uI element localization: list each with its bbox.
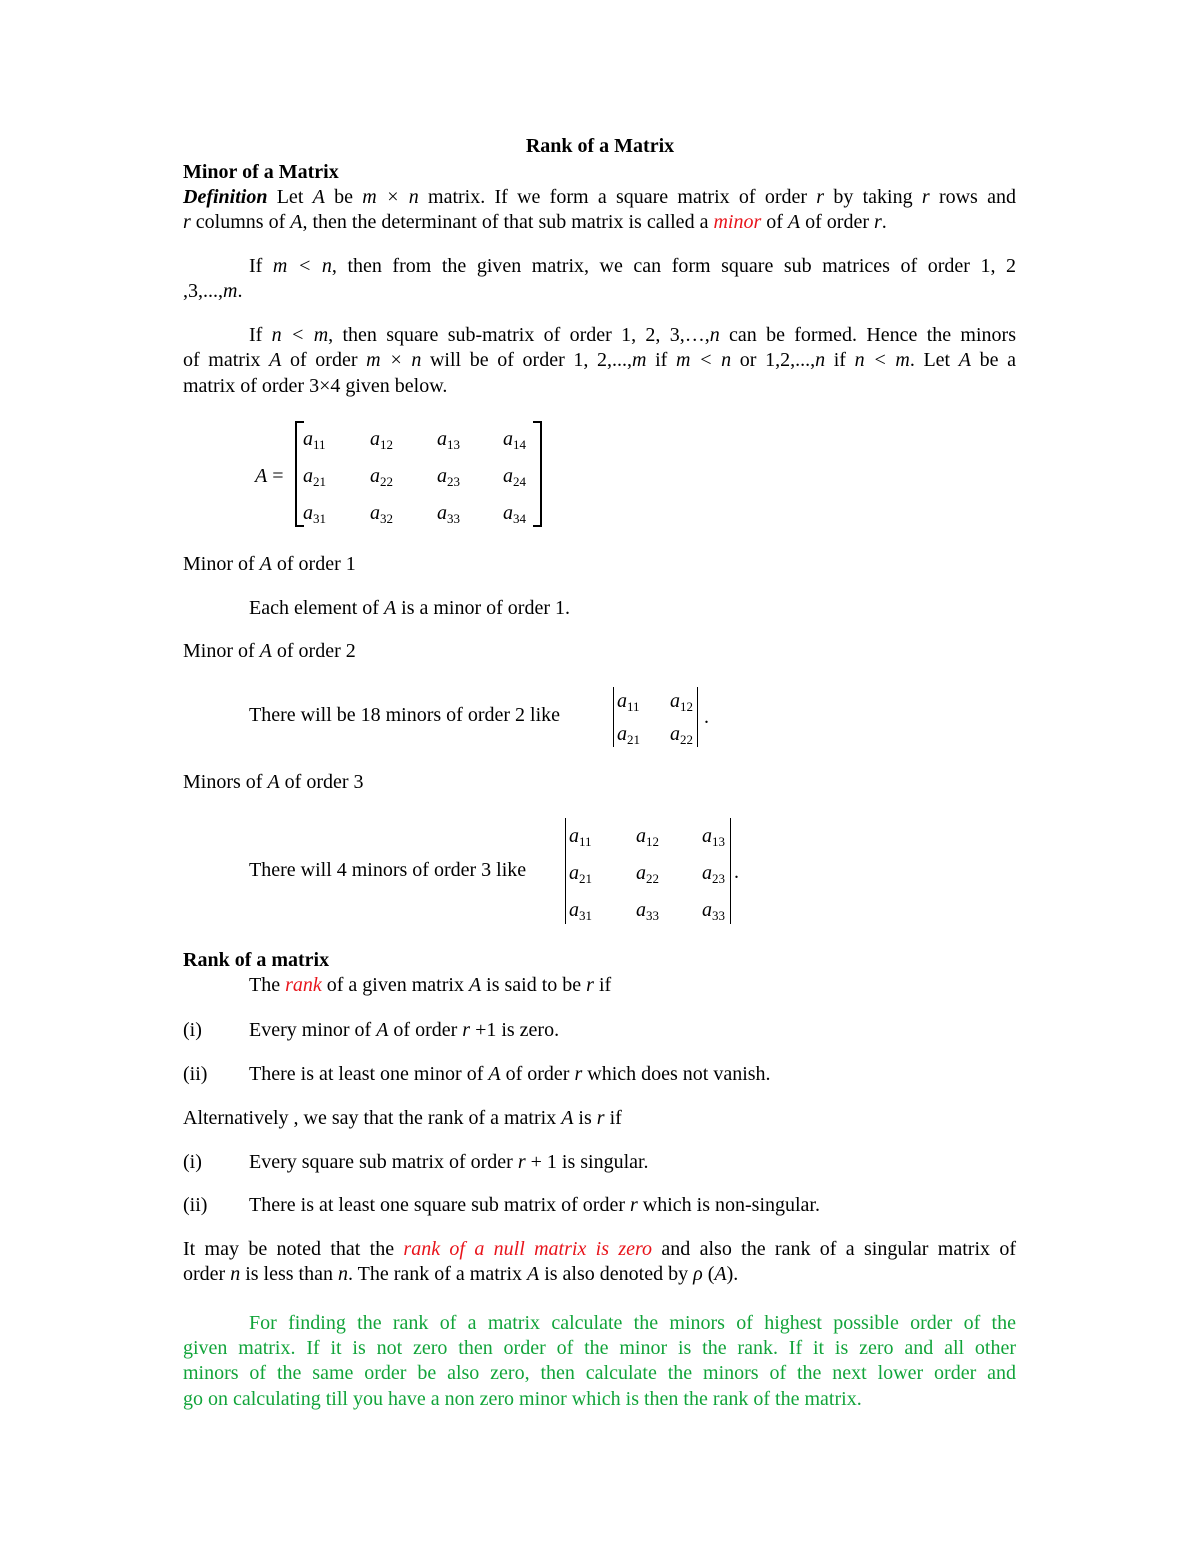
order-3-heading: Minors of A of order 3: [183, 771, 364, 793]
paragraph-2-line-2: of matrix A of order m × n will be of order 1, 2,...,m if m < n or 1,2,...,n if n < m. Let A be a: [183, 349, 1016, 371]
det-cell: $a_{21}$: [569, 862, 592, 886]
order-1-text: Each element of A is a minor of order 1.: [249, 597, 571, 619]
det2-left-bar: [613, 687, 614, 747]
note-line-2: order n is less than n. The rank of a matrix A is also denoted by ρ (A).: [183, 1263, 739, 1285]
order-2-end: .: [704, 706, 709, 728]
alternative-1-label: (i): [183, 1151, 202, 1173]
alternative-intro: Alternatively , we say that the rank of a matrix A is r if: [183, 1107, 622, 1129]
alternative-2-label: (ii): [183, 1194, 208, 1216]
condition-1-text: Every minor of A of order r +1 is zero.: [249, 1019, 560, 1041]
matrix-cell: $a_{22}$: [370, 465, 393, 489]
det-cell: $a_{23}$: [702, 862, 725, 886]
green-paragraph-line-2: given matrix. If it is not zero then order of the minor is the rank. If it is zero and all other: [183, 1337, 1016, 1359]
det-cell: $a_{12}$: [670, 690, 693, 714]
green-paragraph-line-4: go on calculating till you have a non zero minor which is then the rank of the matrix.: [183, 1388, 862, 1410]
matrix-cell: $a_{14}$: [503, 428, 526, 452]
section-heading-rank: Rank of a matrix: [183, 949, 330, 971]
order-2-text: There will be 18 minors of order 2 like: [249, 704, 561, 726]
paragraph-2-line-1: If n < m, then square sub-matrix of order 1, 2, 3,…,n can be formed. Hence the minors: [249, 324, 1016, 346]
det-cell: $a_{12}$: [636, 825, 659, 849]
matrix-cell: $a_{32}$: [370, 502, 393, 526]
matrix-cell: $a_{23}$: [437, 465, 460, 489]
det3-left-bar: [565, 818, 566, 924]
null-matrix-highlight: rank of a null matrix is zero: [403, 1238, 653, 1260]
order-3-end: .: [734, 861, 739, 883]
rank-intro: The rank of a given matrix A is said to be r if: [249, 974, 612, 996]
det-cell: $a_{22}$: [670, 723, 693, 747]
matrix-cell: $a_{24}$: [503, 465, 526, 489]
matrix-right-bracket: [533, 421, 542, 527]
paragraph-1-line-1: If m < n, then from the given matrix, we can form square sub matrices of order 1, 2: [249, 255, 1016, 277]
det-cell: $a_{22}$: [636, 862, 659, 886]
note-line-1: It may be noted that the rank of a null matrix is zero and also the rank of a singular matrix of: [183, 1238, 1016, 1260]
det-cell: $a_{11}$: [569, 825, 592, 849]
minor-highlight: minor: [713, 211, 762, 233]
det-cell: $a_{13}$: [702, 825, 725, 849]
definition-line-2: r columns of A, then the determinant of that sub matrix is called a minor of A of order r.: [183, 211, 887, 233]
page-title: Rank of a Matrix: [525, 135, 675, 157]
order-1-heading: Minor of A of order 1: [183, 553, 356, 575]
order-3-text: There will 4 minors of order 3 like: [249, 859, 527, 881]
det-cell: $a_{31}$: [569, 899, 592, 923]
green-paragraph-line-1: For finding the rank of a matrix calculate the minors of highest possible order of the: [249, 1312, 1016, 1334]
matrix-cell: $a_{13}$: [437, 428, 460, 452]
condition-1-label: (i): [183, 1019, 202, 1041]
condition-2-label: (ii): [183, 1063, 208, 1085]
det-cell: $a_{33}$: [702, 899, 725, 923]
det-cell: $a_{33}$: [636, 899, 659, 923]
matrix-cell: $a_{33}$: [437, 502, 460, 526]
det-cell: $a_{21}$: [617, 723, 640, 747]
alternative-2-text: There is at least one square sub matrix of order r which is non-singular.: [249, 1194, 820, 1216]
matrix-cell: $a_{11}$: [303, 428, 326, 452]
alternative-1-text: Every square sub matrix of order r + 1 is singular.: [249, 1151, 649, 1173]
rank-highlight: rank: [285, 974, 322, 996]
matrix-cell: $a_{31}$: [303, 502, 326, 526]
order-2-heading: Minor of A of order 2: [183, 640, 356, 662]
paragraph-1-line-2: ,3,...,m.: [183, 280, 243, 302]
section-heading-minor: Minor of a Matrix: [183, 161, 339, 183]
det-cell: $a_{11}$: [617, 690, 640, 714]
matrix-a-label: A =: [255, 465, 284, 487]
matrix-cell: $a_{21}$: [303, 465, 326, 489]
matrix-cell: $a_{34}$: [503, 502, 526, 526]
definition-line-1: Definition Let A be m × n matrix. If we form a square matrix of order r by taking r rows and: [183, 186, 1016, 208]
green-paragraph-line-3: minors of the same order be also zero, then calculate the minors of the next lower order and: [183, 1362, 1016, 1384]
det3-right-bar: [730, 818, 731, 924]
det2-right-bar: [697, 687, 698, 747]
paragraph-2-line-3: matrix of order 3×4 given below.: [183, 375, 448, 397]
condition-2-text: There is at least one minor of A of order r which does not vanish.: [249, 1063, 771, 1085]
matrix-cell: $a_{12}$: [370, 428, 393, 452]
